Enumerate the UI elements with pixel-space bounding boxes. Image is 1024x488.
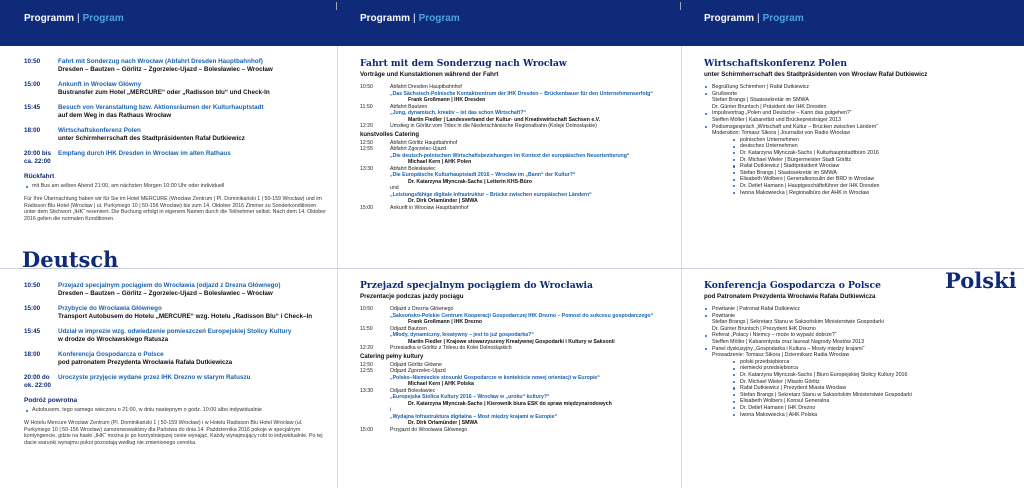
schedule-detail: w drodze do Wrocławskiego Ratusza <box>58 336 169 343</box>
speaker: Michael Kern | AHK Polska <box>408 381 474 387</box>
program-time: 10:50 <box>360 306 373 312</box>
agenda-detail: Prowadzenie: Tomasz Sikora | Dziennikarz Radia Wrocław <box>712 352 850 359</box>
col1-de-schedule <box>24 58 328 248</box>
header-word-pl: Program <box>762 13 804 24</box>
program-time <box>360 394 390 407</box>
program-time <box>360 375 390 388</box>
section-subtitle: Prezentacje podczas jazdy pociągu <box>360 293 464 300</box>
program-text <box>390 414 557 427</box>
program-time <box>360 313 390 326</box>
section-subtitle: Vorträge und Kunstaktionen während der Fahrt <box>360 71 499 78</box>
schedule-detail: pod patronatem Prezydenta Wrocławia Rafała Dutkiewicza <box>58 359 233 366</box>
program-row <box>360 394 676 407</box>
header-word-de: Programm <box>24 13 75 24</box>
schedule-time: 15:00 <box>24 305 41 312</box>
schedule-body <box>58 58 273 74</box>
header-title-1 <box>24 13 124 24</box>
agenda-item: Powitanie | Patronat Rafał Dutkiewicz <box>704 306 944 313</box>
program-time: 10:50 <box>360 84 373 90</box>
program-row <box>360 313 676 326</box>
panel-participant: deutsches Unternehmen <box>704 143 1018 150</box>
program-time <box>360 172 390 185</box>
program-text <box>390 332 615 345</box>
agenda-item: Grußworte <box>704 91 1018 98</box>
agenda-item: Referat „Polacy i Niemcy – może to wypaść dobrze?“ <box>704 332 944 339</box>
panel-participant: Dr. Michael Wieler | Miasto Görlitz <box>704 379 944 386</box>
agenda-detail: Dr. Günter Bruntsch | Präsident der IHK Dresden <box>712 103 827 110</box>
speaker: Michael Kern | AHK Polen <box>408 159 472 165</box>
program-row <box>360 91 676 104</box>
program-time: 15:00 <box>360 426 373 433</box>
program-text <box>390 205 468 212</box>
agenda-detail: Dr. Günter Bruntsch | Prezydent IHK Drezno <box>712 325 816 332</box>
schedule-detail: Dresden – Bautzen – Görlitz – Zgorzelec-Ujazd – Bolesławiec – Wrocław <box>58 290 273 297</box>
schedule-title: Przybycie do Wrocławia Głównego <box>58 305 162 312</box>
schedule-body <box>58 81 270 97</box>
col2-pl-train <box>360 280 676 485</box>
program-row <box>360 205 676 212</box>
program-item: Abfahrt Zgorzelec-Ujazd <box>390 146 446 152</box>
agenda-detail: Moderation: Tomasz Sikora | Journalist von Radio Wrocław <box>712 130 851 137</box>
schedule-body <box>58 282 280 298</box>
panel-participant: Iwona Makowiecka | Regionalbüro der AHK in Wrocław <box>704 190 1018 197</box>
program-row <box>360 110 676 123</box>
program-time: 13:30 <box>360 165 373 172</box>
talk-title: „Młody, dynamiczny, kreatywny – jest to już gospodarka?“ <box>390 332 534 338</box>
section-title: Fahrt mit dem Sonderzug nach Wrocław <box>360 58 567 69</box>
schedule-time: 10:50 <box>24 58 41 65</box>
section-title: Przejazd specjalnym pociągiem do Wrocławia <box>360 280 593 291</box>
panel-participant: Dr. Detlef Hamann | Hauptgeschäftsführer der IHK Dresden <box>704 183 1018 190</box>
schedule-time: 15:45 <box>24 104 41 111</box>
program-text <box>390 427 467 434</box>
panel-participant: Stefan Brangs | Sekretarz Stanu w Saksońskim Ministerstwie Gospodarki <box>704 392 944 399</box>
program-item: Odjazd Görlitz Główne <box>390 361 442 368</box>
program-time <box>360 110 390 123</box>
program-text <box>390 394 612 407</box>
program-item: Odjazd Bolesławiec <box>390 387 436 394</box>
schedule-body <box>58 328 291 344</box>
col2-de-train <box>360 58 676 260</box>
program-item: i <box>390 407 392 413</box>
panel-participant: Dr. Katarzyna Młynczak-Sachs | Kulturhauptstadtbüro 2016 <box>704 150 1018 157</box>
panel-participant: Dr. Detlef Hamann | IHK Drezno <box>704 405 944 412</box>
return-info: Autobusem, tego samego wieczoru o 21:00, w dniu nastepnym o godz. 10:00 albo indywidualnie <box>24 407 328 414</box>
program-row <box>360 332 676 345</box>
schedule-row <box>24 150 328 166</box>
header-separator: | <box>757 13 760 24</box>
schedule-title: Ankunft in Wrocław Główny <box>58 81 142 88</box>
section-subtitle: pod Patronatem Prezydenta Wrocławia Rafała Dutkiewicza <box>704 293 876 300</box>
schedule-time: 10:50 <box>24 282 41 289</box>
program-item: Umstieg in Görlitz vom Trilex in die Niederschlesische Regionalbahn (Koleje Dolnosląskie) <box>390 123 598 129</box>
schedule-detail: Dresden – Bautzen – Görlitz – Zgorzelec-Ujazd – Bolesławiec – Wrocław <box>58 66 273 73</box>
program-text <box>390 123 597 130</box>
speaker: Frank Großmann | IHK Drezno <box>408 319 483 325</box>
program-text <box>390 375 600 388</box>
panel-participant: Rafał Dutkiewicz | Stadtpräsident Wrocław <box>704 163 1018 170</box>
schedule-row <box>24 374 328 390</box>
program-item: Przesiadka w Görlitz z Trilexu do Kolei Dolnośląskich <box>390 345 512 351</box>
header-word-pl: Program <box>418 13 460 24</box>
program-item: Przyjazd do Wrocławia Głównego <box>390 426 468 433</box>
agenda-item: Impulsvortrag „Polen und Deutsche – Kann das gutgehen?“ <box>704 110 1018 117</box>
program-time <box>360 91 390 104</box>
return-info: mit Bus am selben Abend 21:00, am nächsten Morgen 10:00 Uhr oder individuell <box>24 183 328 190</box>
hotel-note: Für Ihre Übernachtung haben wir für Sie im Hotel MERCURE (Wrocław Zentrum | Pl. Dominikański 1 | 50-159 Wrocław) und im Radisson Blu Hotel (Wrocław | ul. Purkyniego 10 | 50-156 Wrocław) bis zum 14. Oktober 2016 Zimmer zu Sonderkonditionen unter dem Stichwort „IHK“ reserviert. Die Buchung erfolgt in eigenem Namen durch die Teilnehmer selbst. Nach dem 14. Oktober 2016 gelten die normalen Konditionen. <box>24 196 326 223</box>
header-separator: | <box>413 13 416 24</box>
catering-label: Catering pełny kultury <box>360 353 424 360</box>
program-row <box>360 345 676 352</box>
fold-mark <box>336 2 337 10</box>
speaker: Dr. Katarzyna Młynczak-Sachs | Kierownik biura ESK do spraw międzynarodowych <box>408 400 612 407</box>
schedule-detail: unter Schirmherrschaft des Stadtpräsidenten Rafał Dutkiewicz <box>58 135 245 142</box>
program-row <box>360 153 676 166</box>
program-row <box>360 414 676 427</box>
schedule-title: Konferencja Gospodarcza o Polsce <box>58 351 164 358</box>
schedule-time: 15:45 <box>24 328 41 335</box>
schedule-body <box>58 305 312 321</box>
program-time: 13:30 <box>360 387 373 394</box>
talk-title: „Leistungsfähige digitale Infrastruktur – Brücke zwischen europäischen Ländern“ <box>390 191 592 198</box>
talk-title: „Europejska Stolica Kultury 2016 – Wrocław w „uroku“ kultury?“ <box>390 394 550 400</box>
program-row <box>360 375 676 388</box>
agenda-detail: Stefan Brangs | Sekretarz Stanu w Saksońskim Ministerstwie Gospodarki <box>712 319 884 326</box>
schedule-title: Udział w imprezie wzg. odwiedzenie pomieszczeń Europejskiej Stolicy Kultury <box>58 328 292 335</box>
program-time <box>360 414 390 427</box>
program-row <box>360 192 676 205</box>
program-time: 12:50 <box>360 361 373 368</box>
schedule-time: 18:00 <box>24 351 41 358</box>
header-word-de: Programm <box>360 13 411 24</box>
schedule-row <box>24 305 328 321</box>
program-text <box>390 153 629 166</box>
header-title-3 <box>704 13 804 24</box>
schedule-row <box>24 282 328 298</box>
talk-title: „Polsko–Niemieckie stosunki Gospodarcze w kontekście nowej orientacji w Europie“ <box>390 374 600 381</box>
program-text <box>390 91 653 104</box>
talk-title: „Die Europäische Kulturhauptstadt 2016 – Wrocław im „Bann“ der Kultur?“ <box>390 172 576 178</box>
talk-title: „Das Sächsisch-Polnische Kontaktzentrum der IHK Dresden – Brückenbauer für den Unternehmenserfolg“ <box>390 90 653 97</box>
program-row <box>360 123 676 130</box>
schedule-title: Empfang durch IHK Dresden in Wrocław im alten Rathaus <box>58 150 231 157</box>
program-item: Odjazd z Drezna Głównego <box>390 306 454 312</box>
program-time: 12:50 <box>360 139 373 146</box>
schedule-row <box>24 328 328 344</box>
schedule-detail: auf dem Weg in das Rathaus Wrocław <box>58 112 172 119</box>
program-time <box>360 153 390 166</box>
column-divider <box>337 46 338 488</box>
agenda-detail: Steffen Möller | Kabarettist und Brückepreisträger 2013 <box>712 116 842 123</box>
program-time: 11:50 <box>360 103 373 110</box>
program-item: und <box>390 185 399 191</box>
program-item: Odjazd Bautzen <box>390 325 427 332</box>
schedule-row <box>24 104 328 120</box>
schedule-row <box>24 351 328 367</box>
agenda-item: Panel dyskusyjny „Gospodarka i Kultura – Mosty między krajami“ <box>704 346 944 353</box>
program-text <box>390 172 576 185</box>
header-bar <box>0 0 1024 46</box>
program-time <box>360 332 390 345</box>
speaker: Martin Fiedler | Krajowe stowarzyszeny Kreatywnej Gospodarki i Kultury w Saksonii <box>408 338 615 345</box>
panel-participant: polski przedsiębiorca <box>704 359 944 366</box>
talk-title: „Saksońsko-Polskie Centrum Kooperacji Gospodarczej IHK Drezno – Pomost do sukcesu gospodarczego“ <box>390 312 654 319</box>
program-time: 11:50 <box>360 325 373 332</box>
schedule-time: 20:00 do ok. 22:00 <box>24 374 51 389</box>
panel-participant: niemiecki przedsiębiorca <box>704 365 944 372</box>
header-title-2 <box>360 13 460 24</box>
schedule-body <box>58 127 245 143</box>
schedule-row <box>24 127 328 143</box>
section-title: Wirtschaftskonferenz Polen <box>704 58 848 69</box>
agenda-item: Podiumsgespräch „Wirtschaft und Kultur – Brücken zwischen Ländern“ <box>704 124 1018 131</box>
speaker: Dr. Dirk Orlamünder | SMWA <box>408 420 478 426</box>
program-row <box>360 172 676 185</box>
agenda-detail: Steffen Möller | Kabarentysta oraz laureat Nagrody Mostów 2013 <box>712 338 865 345</box>
panel-participant: polnischen Unternehmen <box>704 137 1018 144</box>
program-text <box>390 313 653 326</box>
program-item: Abfahrt Bautzen <box>390 103 428 110</box>
schedule-title: Fahrt mit Sonderzug nach Wrocław (Abfahrt Dresden Hauptbahnhof) <box>58 58 263 65</box>
panel-participant: Dr. Katarzyna Młynczak-Sachs | Biuro Europejskiej Stolicy Kultury 2016 <box>704 372 944 379</box>
schedule-time: 20:00 bis ca. 22:00 <box>24 150 51 165</box>
schedule-detail: Bustransfer zum Hotel „MERCURE“ oder „Radisson blu“ und Check-In <box>58 89 270 96</box>
speaker: Martin Fiedler | Landesverband der Kultur- und Kreativwirtschaft Sachsen e.V. <box>408 116 601 123</box>
language-label-polish: Polski <box>945 268 1017 293</box>
section-title: Konferencja Gospodarcza o Polsce <box>704 280 881 291</box>
header-word-pl: Program <box>82 13 124 24</box>
panel-participant: Stefan Brangs | Staatssekretär im SMWA <box>704 170 1018 177</box>
program-row <box>360 427 676 434</box>
program-item: Abfahrt Görlitz Hauptbahnhof <box>390 139 458 146</box>
catering-label: kunstvolles Catering <box>360 131 420 138</box>
col3-de-conference <box>704 58 1018 260</box>
program-item: Ankunft in Wrocław Hauptbahnhof <box>390 204 469 211</box>
schedule-title: Wirtschaftskonferenz Polen <box>58 127 141 134</box>
talk-title: „Wydajna Infrastruktura digitalna – Most między krajami w Europie“ <box>390 413 558 420</box>
program-time: 12:55 <box>360 146 373 152</box>
schedule-body <box>58 374 250 390</box>
talk-title: „Die deutsch-polnischen Wirtschaftsbeziehungen im Kontext der europäischen Neuorientierung“ <box>390 152 630 159</box>
panel-participant: Rafał Dutkiewicz | Prezydent Miasta Wrocław <box>704 385 944 392</box>
speaker: Dr. Dirk Orlamünder | SMWA <box>408 198 478 204</box>
program-text <box>390 110 600 123</box>
speaker: Frank Großmann | IHK Dresden <box>408 97 486 103</box>
program-text <box>390 345 512 352</box>
program-time: 15:00 <box>360 204 373 211</box>
schedule-time: 15:00 <box>24 81 41 88</box>
column-divider <box>681 46 682 488</box>
program-time <box>360 192 390 205</box>
schedule-body <box>58 104 264 120</box>
panel-participant: Elisabeth Wolbers | Generalkonsulin der BRD in Wrocław <box>704 176 1018 183</box>
agenda-detail: Stefan Brangs | Staatssekretär im SMWA <box>712 97 809 104</box>
program-item: Abfahrt Dresden Hauptbahnhof <box>390 84 462 90</box>
return-title: Rückfahrt <box>24 173 55 180</box>
col1-pl-schedule <box>24 282 328 482</box>
talk-title: „Jung, dynamisch, kreativ – ist das schon Wirtschaft?“ <box>390 110 527 116</box>
panel-participant: Iwona Makowiecka | AHK Polska <box>704 412 944 419</box>
fold-mark <box>680 2 681 10</box>
agenda-item: Powitanie <box>704 313 944 320</box>
program-time: 12:20 <box>360 345 373 351</box>
header-separator: | <box>77 13 80 24</box>
return-title: Podróż powrotna <box>24 397 78 404</box>
program-item: Abfahrt Bolesławiec <box>390 165 436 172</box>
panel-participant: Dr. Michael Wieler | Bürgermeister Stadt Görlitz <box>704 157 1018 164</box>
hotel-note: W Hotelu Mercure Wrocław Zentrum (Pl. Dominikański 1 | 50-159 Wrocław) i w Hotelu Radisson Blu Hotel Wrocław (ul. Purkyniego 10 | 50-156 Wrocław) zarezerwowaliśmy dla Państwa do dnia 14. Października 2016 pokoje w specjalnym kontyngencie, gdzie na hasło „IHK“ można je po korzystniejszej cenie wynająć. Każdy wynajmujący robi to indywidualnie. Po tej dacie warunki wynajmu pokoi pozostają według nie zmienionego cennika. <box>24 420 323 447</box>
section-subtitle: unter Schirmherrschaft des Stadtpräsidenten von Wrocław Rafał Dutkiewicz <box>704 71 928 78</box>
speaker: Dr. Katarzyna Młynczak-Sachs | Leiterin KHS-Büro <box>408 178 532 185</box>
schedule-body <box>58 351 232 367</box>
schedule-body <box>58 150 231 166</box>
program-item: Odjazd Zgorzelec-Ujazd <box>390 368 446 374</box>
schedule-title: Besuch von Veranstaltung bzw. Aktionsräumen der Kulturhauptstadt <box>58 104 264 111</box>
col3-pl-conference <box>704 280 944 485</box>
header-word-de: Programm <box>704 13 755 24</box>
schedule-row <box>24 81 328 97</box>
program-text <box>390 192 592 205</box>
schedule-detail: Transport Autobusem do Hotelu „MERCURE“ wzg. Hotelu „Radisson Blu“ i Check–In <box>58 313 313 320</box>
agenda-item: Begrüßung Schirmherr | Rafał Dutkiewicz <box>704 84 1018 91</box>
language-label-german: Deutsch <box>22 247 119 272</box>
schedule-row <box>24 58 328 74</box>
schedule-time: 18:00 <box>24 127 41 134</box>
section-divider <box>338 268 681 269</box>
program-time: 12:55 <box>360 368 373 374</box>
program-time: 12:20 <box>360 123 373 129</box>
schedule-title: Uroczyste przyjęcie wydane przez IHK Drezno w starym Ratuszu <box>58 374 251 381</box>
panel-participant: Elisabeth Wolbers | Konsul Generalna <box>704 398 944 405</box>
schedule-title: Przejazd specjalnym pociągiem do Wrocławia (odjazd z Drezna Głównego) <box>58 282 281 289</box>
